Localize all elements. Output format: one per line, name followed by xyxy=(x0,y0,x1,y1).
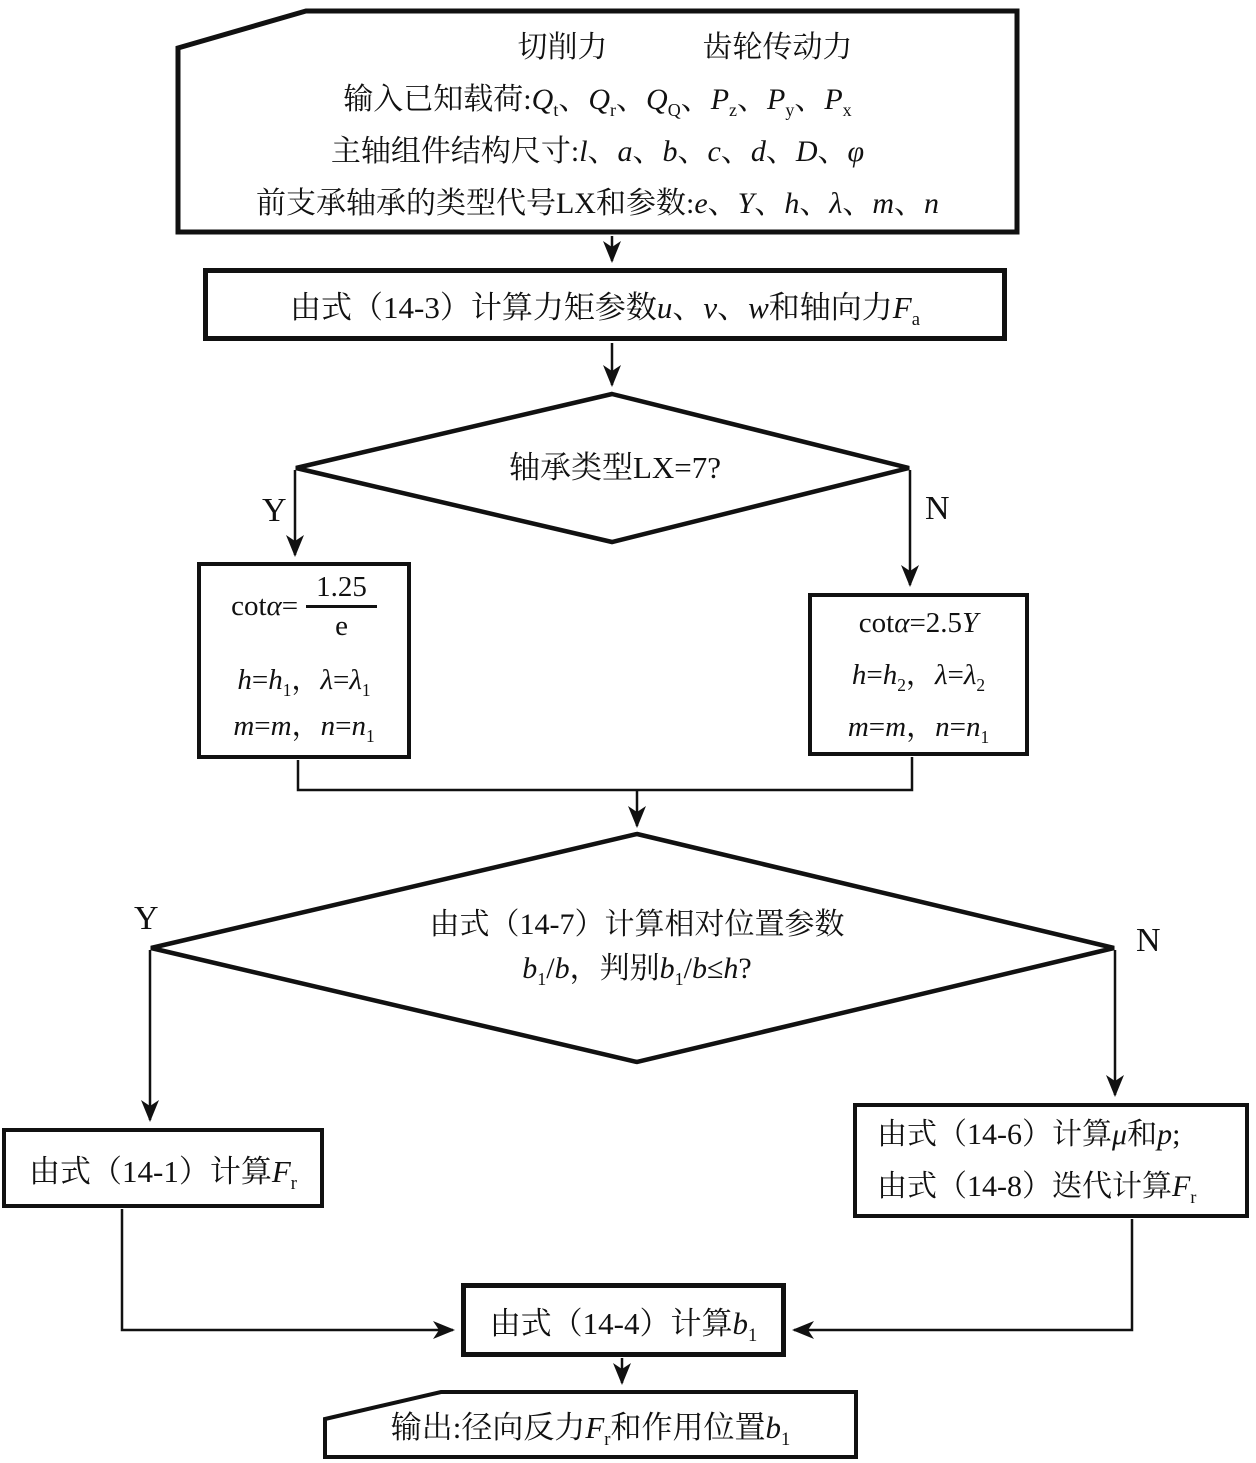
input-dimensions-line: 主轴组件结构尺寸:l、a、b、c、d、D、φ xyxy=(330,135,865,168)
calc-fr-node xyxy=(2,1128,324,1208)
calc-moment-node xyxy=(203,268,1007,341)
calc-b1-node xyxy=(461,1283,786,1357)
decision-position-line1: 由式（14-7）计算相对位置参数 xyxy=(429,908,845,941)
output-node: 输出:径向反力$F_r$和作用位置$b_1$ xyxy=(390,1410,791,1451)
branch-no-formula-node xyxy=(808,593,1029,756)
decision-position-node xyxy=(340,903,934,991)
calc-mu-fr-line2: 由式（14-8）迭代计算$F_r$ xyxy=(877,1169,1197,1207)
gear-force-label: 齿轮传动力 xyxy=(702,31,853,64)
connector-merge-bus xyxy=(298,757,912,790)
branch-yes-formula-node xyxy=(197,562,411,759)
decision-position-yes-label: Y xyxy=(134,900,159,937)
calc-moment-text: 由式（14-3）计算力矩参数u、v、w和轴向力$F_a$ xyxy=(290,290,920,331)
connector-calc-mu-fr-to-calc-b1 xyxy=(794,1219,1132,1330)
input-bearing-line: 前支承轴承的类型代号LX和参数:e、Y、h、λ、m、n xyxy=(255,187,939,220)
fraction-denominator: e xyxy=(335,610,348,642)
calc-mu-fr-line1: 由式（14-6）计算μ和p; xyxy=(877,1117,1181,1151)
branch-yes-line3: m=m，$n=n_1$ xyxy=(233,710,375,747)
cot-alpha-fraction-row xyxy=(231,572,377,642)
calc-b1-text: 由式（14-4）计算$b_1$ xyxy=(489,1305,758,1346)
fraction xyxy=(306,572,377,642)
branch-yes-line2: $h=h_1$，$\lambda=\lambda_1$ xyxy=(237,664,371,701)
decision-position-line2: $b_1/b$，判别$b_1/b\le h$? xyxy=(522,952,752,989)
decision-lx-yes-label: Y xyxy=(262,492,287,529)
cutting-force-label: 切削力 xyxy=(517,31,608,64)
connector-calc-fr-to-calc-b1 xyxy=(122,1209,453,1330)
calc-fr-text: 由式（14-1）计算$F_r$ xyxy=(29,1153,297,1194)
branch-no-line3: m=m，$n=n_1$ xyxy=(847,710,990,747)
branch-no-line1: cotα=2.5Y xyxy=(858,606,979,639)
force-labels-row xyxy=(178,22,1017,66)
input-loads-line: 输入已知载荷$:Q_t$、$Q_r$、$Q_Q$、$P_z$、$P_y$、$P_x$ xyxy=(343,83,852,120)
decision-position-no-label: N xyxy=(1136,922,1161,959)
branch-no-line2: $h=h_2$，$\lambda=\lambda_2$ xyxy=(851,658,986,695)
decision-lx-no-label: N xyxy=(925,490,950,527)
decision-lx-node: 轴承类型LX=7? xyxy=(508,450,722,485)
calc-mu-fr-node xyxy=(853,1103,1249,1218)
fraction-numerator: 1.25 xyxy=(306,572,377,608)
input-node xyxy=(178,14,1017,230)
cot-alpha-lhs: cotα= xyxy=(231,590,299,622)
